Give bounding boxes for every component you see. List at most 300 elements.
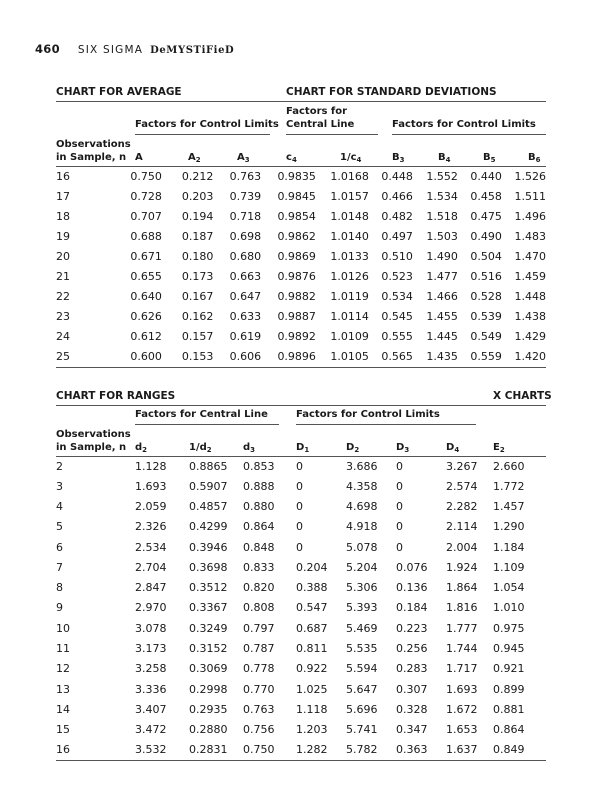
- table-cell: 1.534: [426, 189, 458, 203]
- table-cell: 14: [56, 702, 70, 716]
- table-cell: 0.718: [229, 209, 262, 223]
- table-cell: 0.283: [396, 662, 428, 676]
- table-cell: 0.9845: [277, 189, 316, 203]
- table-cell: 0: [396, 479, 403, 493]
- chart-for-ranges-title: CHART FOR RANGES: [56, 390, 176, 402]
- central-line-underline: [286, 134, 378, 135]
- bottom-table-row: [56, 557, 546, 577]
- table-cell: 3.686: [346, 459, 378, 473]
- table-cell: 0.881: [493, 702, 525, 716]
- table-cell: 5.393: [346, 601, 378, 615]
- table-cell: 0: [296, 500, 303, 514]
- table-cell: 0.864: [493, 723, 525, 737]
- table-cell: 0.539: [470, 310, 502, 324]
- table-cell: 1.693: [135, 479, 167, 493]
- central-line-heading-line1: Factors for: [286, 106, 348, 117]
- table-cell: 0.688: [130, 229, 162, 243]
- table-cell: 9: [56, 601, 63, 615]
- table-cell: 1.777: [446, 621, 478, 635]
- table-cell: 0.770: [243, 682, 275, 696]
- table-cell: 0.448: [381, 169, 413, 183]
- table-cell: 1.653: [446, 723, 478, 737]
- table-cell: 1.282: [296, 740, 346, 761]
- table-cell: 1.0157: [330, 189, 369, 203]
- average-stddev-factors-table: [56, 166, 546, 368]
- table-cell: 3.336: [135, 682, 167, 696]
- col-header-B6: $B_6$: [528, 152, 541, 164]
- table-cell: 0.482: [381, 209, 413, 223]
- table-cell: 1.0114: [330, 310, 369, 324]
- table-cell: 0.680: [229, 249, 262, 263]
- table-cell: 0.633: [229, 310, 262, 324]
- table-cell: 1.511: [514, 189, 546, 203]
- table-cell: 0.619: [229, 330, 262, 344]
- table-cell: 3.472: [135, 723, 167, 737]
- table-cell: 1.290: [493, 520, 525, 534]
- table-cell: 1.457: [493, 500, 525, 514]
- ranges-observations-line2: in Sample, n: [56, 442, 127, 453]
- table-cell: 0.504: [470, 249, 502, 263]
- top-table-row: [56, 186, 546, 206]
- table-cell: 3: [56, 479, 63, 493]
- table-cell: 8: [56, 581, 63, 595]
- table-cell: 0.545: [381, 310, 413, 324]
- col-header-D4: $D_4$: [446, 442, 460, 454]
- table-cell: 0.811: [296, 642, 328, 656]
- table-cell: 0.547: [296, 601, 328, 615]
- table-cell: 2.326: [135, 520, 167, 534]
- table-cell: 0.3512: [189, 581, 228, 595]
- table-cell: 1.448: [514, 290, 546, 304]
- table-cell: 0.184: [396, 601, 428, 615]
- table-cell: 0.663: [229, 270, 262, 284]
- table-cell: 1.744: [446, 642, 478, 656]
- table-cell: 0.555: [381, 330, 413, 344]
- table-cell: 1.455: [426, 310, 458, 324]
- table-cell: 19: [56, 229, 70, 243]
- table-cell: 0.640: [130, 290, 162, 304]
- col-header-A: A: [135, 152, 143, 163]
- table-cell: 0.523: [381, 270, 413, 284]
- table-cell: 0.750: [130, 169, 162, 183]
- table-cell: 0.763: [229, 169, 262, 183]
- avg-limits-underline: [135, 134, 270, 135]
- bottom-table-row: [56, 740, 546, 761]
- table-cell: 0.9892: [277, 330, 316, 344]
- table-cell: 0.888: [243, 479, 275, 493]
- table-cell: 0.756: [243, 723, 275, 737]
- table-cell: 0.606: [230, 347, 278, 368]
- table-cell: 0.2935: [189, 702, 228, 716]
- std-control-limits-heading: Factors for Control Limits: [392, 119, 536, 130]
- table-cell: 0.497: [381, 229, 413, 243]
- table-cell: 5.741: [346, 723, 378, 737]
- table-cell: 5.078: [346, 540, 378, 554]
- table-cell: 0.565: [381, 347, 426, 368]
- table-cell: 0.9869: [277, 249, 316, 263]
- table-cell: 1.483: [514, 229, 546, 243]
- table-cell: 4: [56, 500, 63, 514]
- table-cell: 0: [396, 520, 403, 534]
- table-cell: 0.475: [470, 209, 502, 223]
- table-cell: 0.328: [396, 702, 428, 716]
- bottom-table-row: [56, 537, 546, 557]
- table-cell: 1.717: [446, 662, 478, 676]
- table-cell: 0.833: [243, 560, 275, 574]
- table-cell: 0.687: [296, 621, 328, 635]
- top-table-row: [56, 266, 546, 286]
- table-cell: 0.797: [243, 621, 275, 635]
- table-cell: 1.864: [446, 581, 478, 595]
- table-cell: 0.698: [229, 229, 262, 243]
- table-cell: 0.787: [243, 642, 275, 656]
- table-cell: 0.3367: [189, 601, 228, 615]
- top-table-row: [56, 166, 546, 186]
- bottom-table-row: [56, 517, 546, 537]
- table-cell: 1.054: [493, 581, 525, 595]
- table-cell: 0.490: [470, 229, 502, 243]
- table-cell: 5.696: [346, 702, 378, 716]
- top-table-row: [56, 226, 546, 246]
- table-cell: 0.899: [493, 682, 525, 696]
- top-table-row: [56, 246, 546, 266]
- table-cell: 0.510: [381, 249, 413, 263]
- table-cell: 1.0140: [330, 229, 369, 243]
- top-table-row: [56, 206, 546, 226]
- col-header-d3: $d_3$: [243, 442, 256, 454]
- table-cell: 2.660: [493, 459, 525, 473]
- table-cell: 0.187: [181, 229, 214, 243]
- table-cell: 2.004: [446, 540, 478, 554]
- observations-label-line2: in Sample, n: [56, 152, 127, 163]
- table-cell: 17: [56, 189, 70, 203]
- table-cell: 7: [56, 560, 63, 574]
- table-cell: 1.552: [426, 169, 458, 183]
- table-cell: 4.358: [346, 479, 378, 493]
- chart-for-average-title: CHART FOR AVERAGE: [56, 86, 182, 98]
- table-cell: 0.388: [296, 581, 328, 595]
- bottom-table-row: [56, 719, 546, 739]
- table-cell: 1.496: [514, 209, 546, 223]
- x-charts-title: X CHARTS: [493, 390, 552, 402]
- table-cell: 0.136: [396, 581, 428, 595]
- table-cell: 0.466: [381, 189, 413, 203]
- table-cell: 2.282: [446, 500, 478, 514]
- table-cell: 5.469: [346, 621, 378, 635]
- table-cell: 18: [56, 209, 70, 223]
- table-cell: 5.594: [346, 662, 378, 676]
- table-cell: 0.945: [493, 642, 525, 656]
- table-cell: 21: [56, 270, 70, 284]
- table-cell: 0.2831: [189, 740, 243, 761]
- table-cell: 24: [56, 330, 70, 344]
- table-cell: 4.918: [346, 520, 378, 534]
- table-cell: 0.750: [243, 740, 296, 761]
- table-cell: 0.848: [243, 540, 275, 554]
- book-subtitle: DeMYSTiFieD: [150, 45, 235, 56]
- table-cell: 0.9882: [277, 290, 316, 304]
- table-cell: 0.739: [229, 189, 262, 203]
- table-cell: 3.258: [135, 662, 167, 676]
- table-cell: 1.518: [426, 209, 458, 223]
- table-cell: 0.600: [130, 347, 181, 368]
- table-cell: 23: [56, 310, 70, 324]
- table-cell: 0.707: [130, 209, 162, 223]
- page-header: [35, 42, 234, 56]
- table-cell: 2.114: [446, 520, 478, 534]
- table-cell: 2.704: [135, 560, 167, 574]
- table-cell: 3.267: [446, 459, 478, 473]
- table-cell: 0.162: [181, 310, 214, 324]
- table-cell: 2.847: [135, 581, 167, 595]
- table-cell: 0.3152: [189, 642, 228, 656]
- ranges-limits-underline: [296, 424, 476, 425]
- table-cell: 0.8865: [189, 459, 228, 473]
- table-cell: 25: [56, 347, 130, 368]
- book-title: SIX SIGMA: [77, 44, 144, 56]
- table-cell: 0: [396, 500, 403, 514]
- table-cell: 0.9862: [277, 229, 316, 243]
- table-cell: 1.490: [426, 249, 458, 263]
- table-cell: 1.0109: [330, 330, 369, 344]
- table-cell: 0.5907: [189, 479, 228, 493]
- table-cell: 0.534: [381, 290, 413, 304]
- col-header-A3: $A_3$: [237, 152, 250, 164]
- table-cell: 0: [396, 540, 403, 554]
- table-cell: 0.3698: [189, 560, 228, 574]
- table-cell: 1.438: [514, 310, 546, 324]
- table-cell: 1.459: [514, 270, 546, 284]
- col-header-D3: $D_3$: [396, 442, 410, 454]
- central-line-heading-line2: Central Line: [286, 119, 355, 130]
- table-cell: 0.3946: [189, 540, 228, 554]
- table-cell: 1.816: [446, 601, 478, 615]
- table-cell: 3.532: [135, 740, 189, 761]
- table-cell: 11: [56, 642, 70, 656]
- table-cell: 0.167: [181, 290, 214, 304]
- col-header-A2: $A_2$: [188, 152, 201, 164]
- table-cell: 13: [56, 682, 70, 696]
- table-cell: 1.010: [493, 601, 525, 615]
- table-cell: 3.078: [135, 621, 167, 635]
- table-cell: 12: [56, 662, 70, 676]
- table-cell: 0.728: [130, 189, 162, 203]
- table-cell: 0.9835: [277, 169, 316, 183]
- table-cell: 0.853: [243, 459, 275, 473]
- table-cell: 0.778: [243, 662, 275, 676]
- bottom-table-row: [56, 476, 546, 496]
- std-limits-underline: [392, 134, 546, 135]
- table-cell: 0.3069: [189, 662, 228, 676]
- table-cell: 0.549: [470, 330, 502, 344]
- avg-control-limits-heading: Factors for Control Limits: [135, 119, 279, 130]
- table-cell: 0.203: [181, 189, 214, 203]
- col-header-d2: $d_2$: [135, 442, 148, 454]
- table-cell: 16: [56, 740, 135, 761]
- table-cell: 0.204: [296, 560, 328, 574]
- table-cell: 5.782: [346, 740, 396, 761]
- table-cell: 0.820: [243, 581, 275, 595]
- table-cell: 5.204: [346, 560, 378, 574]
- table-cell: 0.763: [243, 702, 275, 716]
- table-cell: 0.516: [470, 270, 502, 284]
- table-cell: 1.772: [493, 479, 525, 493]
- bottom-top-rule: [56, 405, 546, 406]
- table-cell: 0.9896: [277, 347, 330, 368]
- table-cell: 1.0119: [330, 290, 369, 304]
- table-cell: 0.157: [181, 330, 214, 344]
- table-cell: 5.306: [346, 581, 378, 595]
- bottom-table-row: [56, 638, 546, 658]
- table-cell: 1.109: [493, 560, 525, 574]
- table-cell: 0.9887: [277, 310, 316, 324]
- table-cell: 2: [56, 459, 63, 473]
- ranges-factors-table: [56, 456, 546, 761]
- col-header-D2: $D_2$: [346, 442, 360, 454]
- table-cell: 0: [296, 459, 303, 473]
- table-cell: 0.223: [396, 621, 428, 635]
- table-cell: 0.440: [470, 169, 502, 183]
- table-cell: 0.922: [296, 662, 328, 676]
- table-cell: 0: [296, 479, 303, 493]
- bottom-table-row: [56, 497, 546, 517]
- col-header-E2: $E_2$: [493, 442, 505, 454]
- table-cell: 1.0105: [330, 347, 381, 368]
- table-cell: 0.612: [130, 330, 162, 344]
- table-cell: 1.0126: [330, 270, 369, 284]
- table-cell: 0.559: [470, 347, 514, 368]
- table-cell: 15: [56, 723, 70, 737]
- top-rule: [56, 101, 546, 102]
- table-cell: 0.849: [493, 740, 546, 761]
- top-table-row: [56, 287, 546, 307]
- table-cell: 0.347: [396, 723, 428, 737]
- table-cell: 5.535: [346, 642, 378, 656]
- bottom-table-row: [56, 618, 546, 638]
- table-cell: 1.477: [426, 270, 458, 284]
- table-cell: 0.180: [181, 249, 214, 263]
- table-cell: 1.637: [446, 740, 493, 761]
- table-cell: 2.059: [135, 500, 167, 514]
- col-header-B5: $B_5$: [483, 152, 496, 164]
- bottom-table-row: [56, 578, 546, 598]
- table-cell: 0.808: [243, 601, 275, 615]
- table-cell: 3.407: [135, 702, 167, 716]
- table-cell: 0.921: [493, 662, 525, 676]
- table-cell: 0.363: [396, 740, 446, 761]
- table-cell: 0.4299: [189, 520, 228, 534]
- table-cell: 0.4857: [189, 500, 228, 514]
- table-cell: 0.528: [470, 290, 502, 304]
- table-cell: 0.307: [396, 682, 428, 696]
- table-cell: 2.970: [135, 601, 167, 615]
- table-cell: 16: [56, 169, 70, 183]
- table-cell: 6: [56, 540, 63, 554]
- table-cell: 1.470: [514, 249, 546, 263]
- table-cell: 1.526: [514, 169, 546, 183]
- table-cell: 1.503: [426, 229, 458, 243]
- col-header-inv-c4: $1/c_4$: [340, 152, 362, 164]
- col-header-inv-d2: $1/d_2$: [189, 442, 212, 454]
- table-cell: 1.445: [426, 330, 458, 344]
- observations-label-line1: Observations: [56, 139, 131, 150]
- table-cell: 1.203: [296, 723, 328, 737]
- table-cell: 0.212: [181, 169, 214, 183]
- table-cell: 1.924: [446, 560, 478, 574]
- table-cell: 0.458: [470, 189, 502, 203]
- table-cell: 0.671: [130, 249, 162, 263]
- table-cell: 4.698: [346, 500, 378, 514]
- table-cell: 0.626: [130, 310, 162, 324]
- table-cell: 5.647: [346, 682, 378, 696]
- table-cell: 0.076: [396, 560, 428, 574]
- table-cell: 1.693: [446, 682, 478, 696]
- col-header-c4: $c_4$: [286, 152, 297, 164]
- table-cell: 0.9854: [277, 209, 316, 223]
- bottom-table-row: [56, 659, 546, 679]
- col-header-B3: $B_3$: [392, 152, 405, 164]
- table-cell: 0.647: [229, 290, 262, 304]
- table-cell: 1.435: [426, 347, 470, 368]
- table-cell: 1.025: [296, 682, 328, 696]
- table-cell: 1.0133: [330, 249, 369, 263]
- table-cell: 0.3249: [189, 621, 228, 635]
- table-cell: 1.672: [446, 702, 478, 716]
- table-cell: 20: [56, 249, 70, 263]
- chart-for-std-dev-title: CHART FOR STANDARD DEVIATIONS: [286, 86, 497, 98]
- table-cell: 1.0148: [330, 209, 369, 223]
- bottom-table-row: [56, 456, 546, 476]
- ranges-observations-line1: Observations: [56, 429, 131, 440]
- table-cell: 2.534: [135, 540, 167, 554]
- table-cell: 0.153: [182, 347, 230, 368]
- ranges-central-line-heading: Factors for Central Line: [135, 409, 268, 420]
- bottom-table-row: [56, 679, 546, 699]
- table-cell: 1.118: [296, 702, 328, 716]
- table-cell: 1.0168: [330, 169, 369, 183]
- page-number: 460: [35, 42, 60, 56]
- table-cell: 3.173: [135, 642, 167, 656]
- table-cell: 1.420: [514, 347, 546, 368]
- bottom-table-row: [56, 598, 546, 618]
- table-cell: 0.9876: [277, 270, 316, 284]
- table-cell: 1.429: [514, 330, 546, 344]
- table-cell: 1.128: [135, 459, 167, 473]
- table-cell: 0.194: [181, 209, 214, 223]
- table-cell: 2.574: [446, 479, 478, 493]
- table-cell: 0.2880: [189, 723, 228, 737]
- table-cell: 0: [296, 520, 303, 534]
- table-cell: 0.864: [243, 520, 275, 534]
- table-cell: 22: [56, 290, 70, 304]
- table-cell: 0: [396, 459, 403, 473]
- ranges-central-underline: [135, 424, 279, 425]
- bottom-table-row: [56, 699, 546, 719]
- table-cell: 1.466: [426, 290, 458, 304]
- table-cell: 0.655: [130, 270, 162, 284]
- table-cell: 10: [56, 621, 70, 635]
- table-cell: 0.173: [181, 270, 214, 284]
- table-cell: 0.2998: [189, 682, 228, 696]
- col-header-B4: $B_4$: [438, 152, 451, 164]
- col-header-D1: $D_1$: [296, 442, 310, 454]
- table-cell: 1.184: [493, 540, 525, 554]
- top-table-row: [56, 307, 546, 327]
- top-table-row: [56, 327, 546, 347]
- table-cell: 0.975: [493, 621, 525, 635]
- table-cell: 0.880: [243, 500, 275, 514]
- table-cell: 0: [296, 540, 303, 554]
